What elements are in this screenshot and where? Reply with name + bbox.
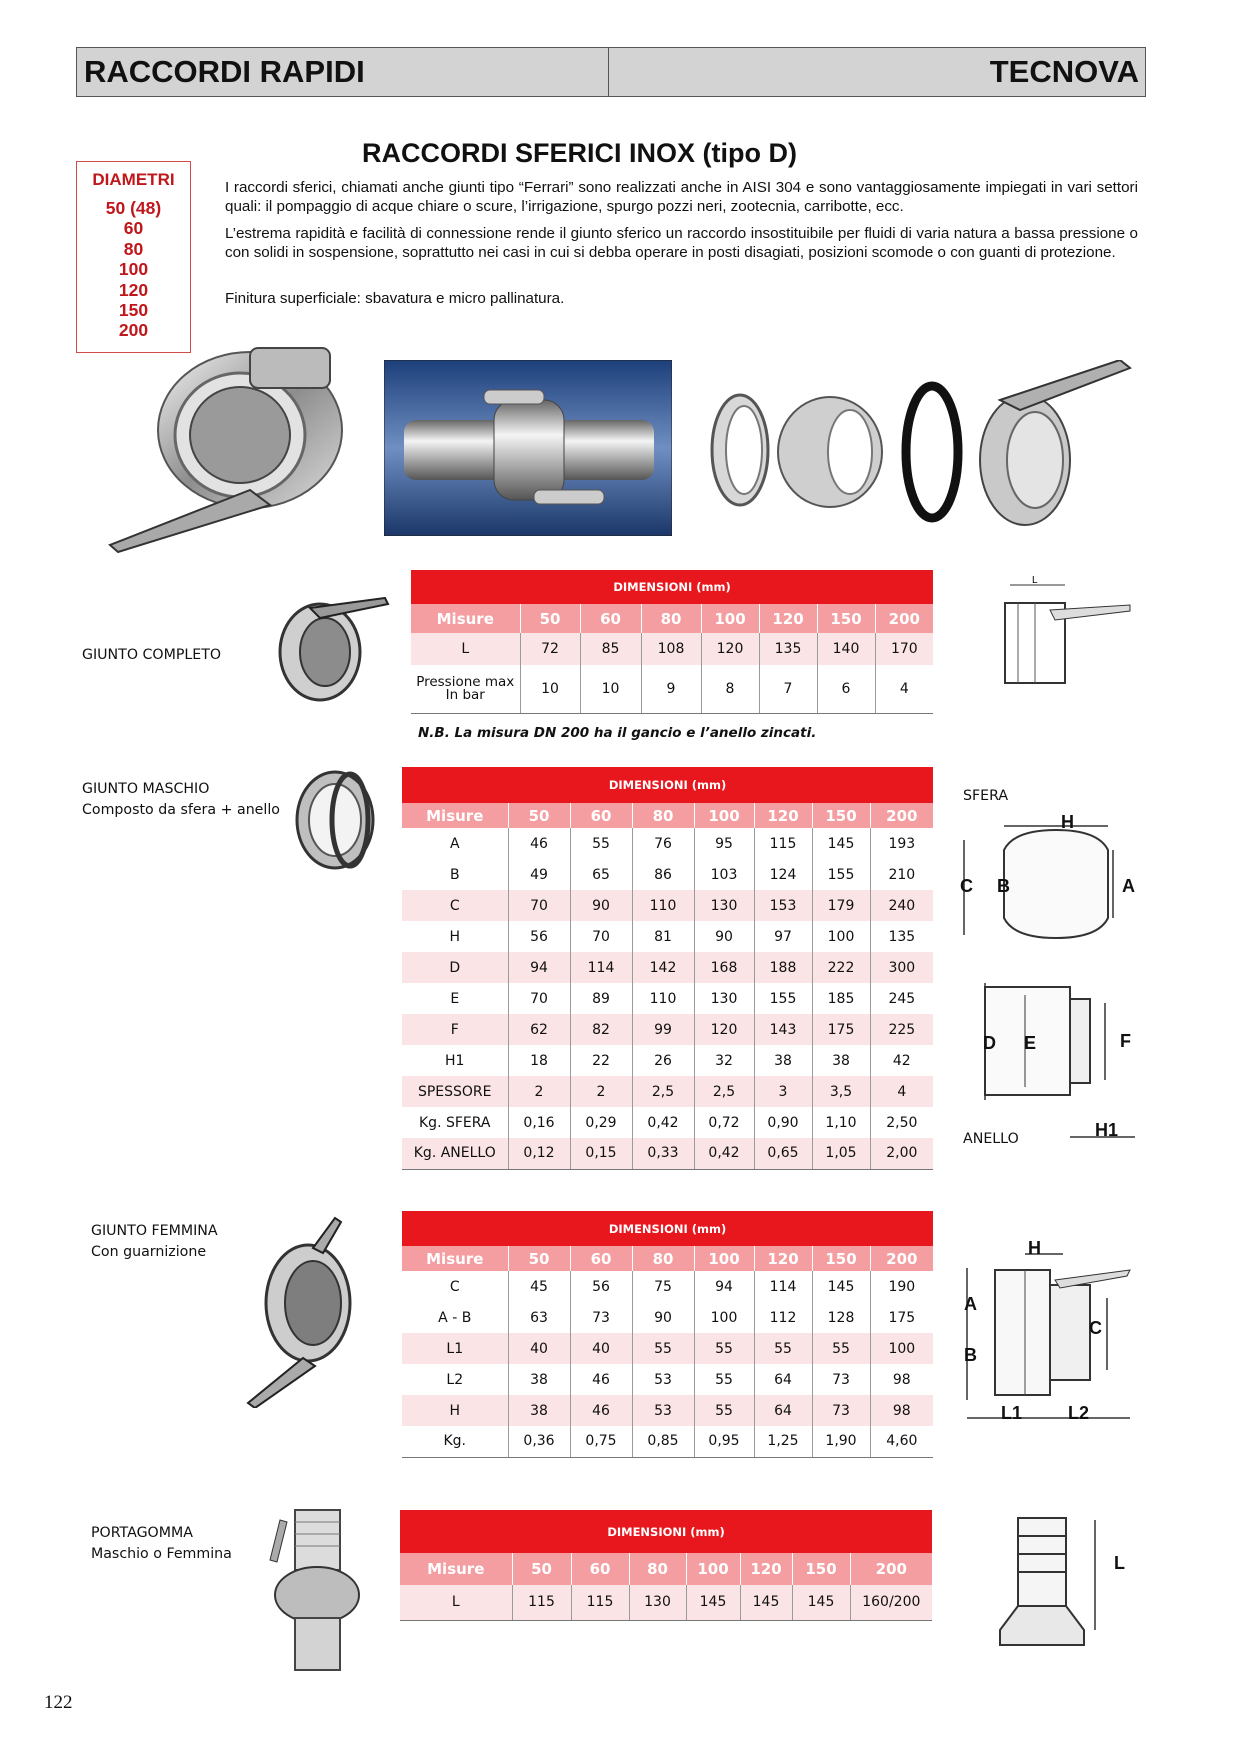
cell: 90 <box>632 1302 694 1333</box>
header-cell: 60 <box>570 803 632 828</box>
row-label: L2 <box>402 1364 508 1395</box>
cell: 1,25 <box>754 1426 812 1457</box>
section-label-portagomma: PORTAGOMMA <box>91 1525 193 1541</box>
row-label: E <box>402 983 508 1014</box>
table-title: DIMENSIONI (mm) <box>411 570 933 604</box>
header-cell: 60 <box>571 1553 629 1585</box>
cell: 145 <box>812 1271 870 1302</box>
table-row <box>402 890 933 921</box>
cell: 135 <box>759 633 817 665</box>
cell: 55 <box>694 1333 754 1364</box>
row-label: L <box>400 1585 512 1620</box>
header-cell: Misure <box>402 1246 508 1271</box>
diametri-value: 60 <box>123 218 144 239</box>
coupling-photo-clamped <box>100 340 360 555</box>
cell: 175 <box>812 1014 870 1045</box>
cell: 100 <box>870 1333 933 1364</box>
cell: 4,60 <box>870 1426 933 1457</box>
cell: 188 <box>754 952 812 983</box>
section-label-maschio: GIUNTO MASCHIO <box>82 781 210 797</box>
cell: 65 <box>570 859 632 890</box>
cell: 175 <box>870 1302 933 1333</box>
cell: 73 <box>812 1395 870 1426</box>
dim-label-portagomma-l: L <box>1114 1553 1125 1573</box>
cell: 0,36 <box>508 1426 570 1457</box>
diametri-value: 200 <box>118 320 149 341</box>
diametri-value: 50 (48) <box>105 198 162 218</box>
table-row <box>402 859 933 890</box>
cell: 82 <box>570 1014 632 1045</box>
cell: 73 <box>812 1364 870 1395</box>
header-cell: 150 <box>812 1246 870 1271</box>
cell: 73 <box>570 1302 632 1333</box>
row-label: H <box>402 921 508 952</box>
cell: 55 <box>694 1395 754 1426</box>
header-cell: 50 <box>520 604 580 633</box>
cell: 64 <box>754 1364 812 1395</box>
cell: 240 <box>870 890 933 921</box>
section-sub-portagomma: Maschio o Femmina <box>91 1546 232 1562</box>
table-row <box>402 1107 933 1138</box>
cell: 38 <box>754 1045 812 1076</box>
dim-label-anello-f: F <box>1120 1031 1131 1051</box>
cell: 2,5 <box>632 1076 694 1107</box>
cell: 63 <box>508 1302 570 1333</box>
cell: 0,65 <box>754 1138 812 1169</box>
cell: 193 <box>870 828 933 859</box>
section-label-femmina: GIUNTO FEMMINA <box>91 1223 218 1239</box>
header-cell: 120 <box>754 803 812 828</box>
cell: 160/200 <box>850 1585 932 1620</box>
header-cell: 50 <box>512 1553 571 1585</box>
dim-label-sfera-a: A <box>1122 876 1135 896</box>
table-row <box>411 633 933 665</box>
table-row <box>402 828 933 859</box>
cell: 185 <box>812 983 870 1014</box>
header-cell: 100 <box>694 803 754 828</box>
cell: 153 <box>754 890 812 921</box>
cell: 90 <box>694 921 754 952</box>
cell: 170 <box>875 633 933 665</box>
table-giunto-maschio <box>402 767 933 1170</box>
cell: 7 <box>759 665 817 713</box>
row-label: L <box>411 633 520 665</box>
cell: 85 <box>580 633 641 665</box>
table-row <box>402 1333 933 1364</box>
header-cell: 100 <box>686 1553 740 1585</box>
cell: 86 <box>632 859 694 890</box>
cell: 22 <box>570 1045 632 1076</box>
header-cell: 100 <box>694 1246 754 1271</box>
row-label: Kg. <box>402 1426 508 1457</box>
cell: 75 <box>632 1271 694 1302</box>
cell: 135 <box>870 921 933 952</box>
cell: 6 <box>817 665 875 713</box>
header-cell: 120 <box>740 1553 792 1585</box>
header-cell: 200 <box>870 1246 933 1271</box>
cell: 1,90 <box>812 1426 870 1457</box>
row-label: Kg. ANELLO <box>402 1138 508 1169</box>
diametri-box <box>76 161 191 353</box>
cell: 98 <box>870 1395 933 1426</box>
header-cell: 150 <box>812 803 870 828</box>
nb-note: N.B. La misura DN 200 ha il gancio e l’anello zincati. <box>418 725 817 741</box>
cell: 130 <box>694 890 754 921</box>
cell: 56 <box>570 1271 632 1302</box>
cell: 70 <box>508 983 570 1014</box>
cell: 0,42 <box>694 1138 754 1169</box>
giunto-femmina-drawing <box>955 1240 1140 1425</box>
cell: 62 <box>508 1014 570 1045</box>
table-row <box>402 1302 933 1333</box>
cell: 120 <box>701 633 759 665</box>
cell: 90 <box>570 890 632 921</box>
dim-label-femmina-a: A <box>964 1294 977 1314</box>
cell: 2,50 <box>870 1107 933 1138</box>
cell: 4 <box>870 1076 933 1107</box>
table-row <box>402 1045 933 1076</box>
cell: 98 <box>870 1364 933 1395</box>
cell: 40 <box>570 1333 632 1364</box>
cell: 114 <box>570 952 632 983</box>
header-cell: Misure <box>402 803 508 828</box>
row-label: Pressione max In bar <box>411 665 520 713</box>
cell: 97 <box>754 921 812 952</box>
dim-label-l: L <box>1032 575 1038 586</box>
table-row <box>402 1014 933 1045</box>
header-cell: 200 <box>875 604 933 633</box>
cell: 46 <box>570 1364 632 1395</box>
cell: 55 <box>754 1333 812 1364</box>
cell: 2,5 <box>694 1076 754 1107</box>
cell: 124 <box>754 859 812 890</box>
cell: 9 <box>641 665 701 713</box>
cell: 94 <box>694 1271 754 1302</box>
cell: 108 <box>641 633 701 665</box>
cell: 168 <box>694 952 754 983</box>
cell: 45 <box>508 1271 570 1302</box>
header-cell: 60 <box>570 1246 632 1271</box>
row-label: A - B <box>402 1302 508 1333</box>
cell: 130 <box>629 1585 686 1620</box>
dim-label-femmina-b: B <box>964 1345 977 1365</box>
cell: 145 <box>686 1585 740 1620</box>
cell: 120 <box>694 1014 754 1045</box>
cell: 49 <box>508 859 570 890</box>
cell: 46 <box>508 828 570 859</box>
cell: 56 <box>508 921 570 952</box>
giunto-femmina-photo <box>243 1208 368 1408</box>
header-cell: Misure <box>400 1553 512 1585</box>
cell: 245 <box>870 983 933 1014</box>
cell: 142 <box>632 952 694 983</box>
cell: 0,75 <box>570 1426 632 1457</box>
cell: 76 <box>632 828 694 859</box>
header-cell: 80 <box>632 803 694 828</box>
table-row <box>402 1364 933 1395</box>
row-label: A <box>402 828 508 859</box>
cell: 1,10 <box>812 1107 870 1138</box>
dim-label-anello-h1: H1 <box>1095 1120 1119 1140</box>
cell: 40 <box>508 1333 570 1364</box>
cell: 100 <box>812 921 870 952</box>
row-label: C <box>402 890 508 921</box>
row-label: D <box>402 952 508 983</box>
section-label-completo: GIUNTO COMPLETO <box>82 647 222 663</box>
header-cell: 50 <box>508 803 570 828</box>
coupling-photo-cutaway <box>384 360 672 536</box>
cell: 42 <box>870 1045 933 1076</box>
cell: 225 <box>870 1014 933 1045</box>
cell: 0,95 <box>694 1426 754 1457</box>
row-label: L1 <box>402 1333 508 1364</box>
table-row <box>402 952 933 983</box>
portagomma-drawing <box>990 1510 1130 1655</box>
header-cell: 150 <box>817 604 875 633</box>
row-label: B <box>402 859 508 890</box>
coupling-photo-exploded <box>700 360 1140 550</box>
cell: 128 <box>812 1302 870 1333</box>
sfera-label: SFERA <box>963 788 1009 804</box>
cell: 55 <box>632 1333 694 1364</box>
row-label: SPESSORE <box>402 1076 508 1107</box>
cell: 0,16 <box>508 1107 570 1138</box>
cell: 114 <box>754 1271 812 1302</box>
cell: 100 <box>694 1302 754 1333</box>
header-category: RACCORDI RAPIDI <box>77 48 609 96</box>
header-cell: 80 <box>629 1553 686 1585</box>
cell: 10 <box>580 665 641 713</box>
diametri-value: 80 <box>123 238 144 259</box>
intro-paragraph-3: Finitura superficiale: sbavatura e micro pallinatura. <box>225 290 565 307</box>
cell: 55 <box>694 1364 754 1395</box>
cell: 300 <box>870 952 933 983</box>
cell: 4 <box>875 665 933 713</box>
header-cell: 200 <box>850 1553 932 1585</box>
header-cell: 80 <box>641 604 701 633</box>
cell: 32 <box>694 1045 754 1076</box>
cell: 38 <box>812 1045 870 1076</box>
header-cell: 50 <box>508 1246 570 1271</box>
cell: 2 <box>508 1076 570 1107</box>
header-cell: 80 <box>632 1246 694 1271</box>
diametri-list <box>77 198 190 341</box>
dim-label-femmina-l1: L1 <box>1001 1403 1023 1423</box>
cell: 10 <box>520 665 580 713</box>
table-row <box>402 1138 933 1169</box>
dim-label-sfera-h: H <box>1061 812 1074 832</box>
table-row <box>400 1585 932 1620</box>
header-brand: TECNOVA <box>989 54 1139 89</box>
cell: 0,15 <box>570 1138 632 1169</box>
cell: 55 <box>812 1333 870 1364</box>
table-row <box>402 1395 933 1426</box>
cell: 179 <box>812 890 870 921</box>
dim-label-anello-e: E <box>1024 1033 1037 1053</box>
table-row <box>402 1271 933 1302</box>
cell: 115 <box>571 1585 629 1620</box>
header-cell: 100 <box>701 604 759 633</box>
cell: 46 <box>570 1395 632 1426</box>
page-header <box>76 47 1146 97</box>
cell: 140 <box>817 633 875 665</box>
table-row <box>402 1426 933 1457</box>
cell: 155 <box>812 859 870 890</box>
cell: 155 <box>754 983 812 1014</box>
cell: 143 <box>754 1014 812 1045</box>
cell: 0,29 <box>570 1107 632 1138</box>
table-title: DIMENSIONI (mm) <box>400 1510 932 1553</box>
cell: 53 <box>632 1364 694 1395</box>
cell: 70 <box>570 921 632 952</box>
header-cell: 60 <box>580 604 641 633</box>
page-title: RACCORDI SFERICI INOX (tipo D) <box>362 138 797 168</box>
cell: 130 <box>694 983 754 1014</box>
cell: 0,72 <box>694 1107 754 1138</box>
cell: 110 <box>632 983 694 1014</box>
cell: 2 <box>570 1076 632 1107</box>
row-label: H <box>402 1395 508 1426</box>
table-row <box>402 1076 933 1107</box>
cell: 72 <box>520 633 580 665</box>
cell: 70 <box>508 890 570 921</box>
table-row <box>402 921 933 952</box>
sfera-drawing <box>958 810 1138 945</box>
row-label: Kg. SFERA <box>402 1107 508 1138</box>
dim-label-sfera-b: B <box>997 876 1010 896</box>
table-giunto-femmina <box>402 1211 933 1458</box>
cell: 115 <box>512 1585 571 1620</box>
cell: 38 <box>508 1364 570 1395</box>
diametri-value: 120 <box>118 279 149 300</box>
portagomma-photo <box>265 1500 375 1675</box>
cell: 145 <box>812 828 870 859</box>
cell: 55 <box>570 828 632 859</box>
giunto-maschio-photo <box>290 765 385 875</box>
giunto-completo-photo <box>270 590 392 712</box>
cell: 0,85 <box>632 1426 694 1457</box>
header-cell: 120 <box>754 1246 812 1271</box>
header-cell: 150 <box>792 1553 850 1585</box>
cell: 81 <box>632 921 694 952</box>
intro-paragraph-1: I raccordi sferici, chiamati anche giunti tipo “Ferrari” sono realizzati anche in AISI 304 e sono vantaggiosamente impiegati in vari settori quali: il pompaggio di acque chiare o scure, l’irrigazione, spurgo pozzi neri, zootecnia, carribotte, ecc. <box>225 179 1138 215</box>
header-cell: Misure <box>411 604 520 633</box>
dim-label-anello-d: D <box>983 1033 996 1053</box>
diametri-title: DIAMETRI <box>92 170 175 189</box>
diametri-value: 100 <box>118 259 149 280</box>
row-label: H1 <box>402 1045 508 1076</box>
cell: 89 <box>570 983 632 1014</box>
dim-label-femmina-h: H <box>1028 1238 1041 1258</box>
cell: 26 <box>632 1045 694 1076</box>
cell: 145 <box>792 1585 850 1620</box>
cell: 0,90 <box>754 1107 812 1138</box>
cell: 99 <box>632 1014 694 1045</box>
cell: 2,00 <box>870 1138 933 1169</box>
header-cell: 120 <box>759 604 817 633</box>
cell: 222 <box>812 952 870 983</box>
cell: 1,05 <box>812 1138 870 1169</box>
section-sub-maschio: Composto da sfera + anello <box>82 802 280 818</box>
cell: 145 <box>740 1585 792 1620</box>
cell: 190 <box>870 1271 933 1302</box>
cell: 38 <box>508 1395 570 1426</box>
giunto-completo-drawing <box>990 575 1140 700</box>
row-label: F <box>402 1014 508 1045</box>
cell: 95 <box>694 828 754 859</box>
cell: 0,42 <box>632 1107 694 1138</box>
table-title: DIMENSIONI (mm) <box>402 767 933 803</box>
cell: 110 <box>632 890 694 921</box>
table-giunto-completo <box>411 570 933 714</box>
cell: 112 <box>754 1302 812 1333</box>
cell: 210 <box>870 859 933 890</box>
cell: 3,5 <box>812 1076 870 1107</box>
table-title: DIMENSIONI (mm) <box>402 1211 933 1246</box>
dim-label-femmina-c: C <box>1089 1318 1102 1338</box>
anello-label: ANELLO <box>963 1131 1019 1147</box>
header-cell: 200 <box>870 803 933 828</box>
table-portagomma <box>400 1510 932 1621</box>
cell: 53 <box>632 1395 694 1426</box>
cell: 115 <box>754 828 812 859</box>
intro-paragraph-2: L’estrema rapidità e facilità di connessione rende il giunto sferico un raccordo insostituibile per fluidi di varia natura a bassa pressione o con solidi in sospensione, soprattutto nei casi in cui si debba operare in posti disagiati, posizioni scomode o con guanti di protezione. <box>225 225 1138 261</box>
diametri-value: 150 <box>118 300 149 321</box>
table-row <box>411 665 933 713</box>
dim-label-sfera-c: C <box>960 876 973 896</box>
page-number: 122 <box>44 1692 73 1713</box>
row-label: C <box>402 1271 508 1302</box>
dim-label-femmina-l2: L2 <box>1068 1403 1090 1423</box>
cell: 94 <box>508 952 570 983</box>
cell: 64 <box>754 1395 812 1426</box>
cell: 8 <box>701 665 759 713</box>
cell: 0,12 <box>508 1138 570 1169</box>
section-sub-femmina: Con guarnizione <box>91 1244 207 1260</box>
table-row <box>402 983 933 1014</box>
cell: 3 <box>754 1076 812 1107</box>
cell: 0,33 <box>632 1138 694 1169</box>
cell: 18 <box>508 1045 570 1076</box>
cell: 103 <box>694 859 754 890</box>
